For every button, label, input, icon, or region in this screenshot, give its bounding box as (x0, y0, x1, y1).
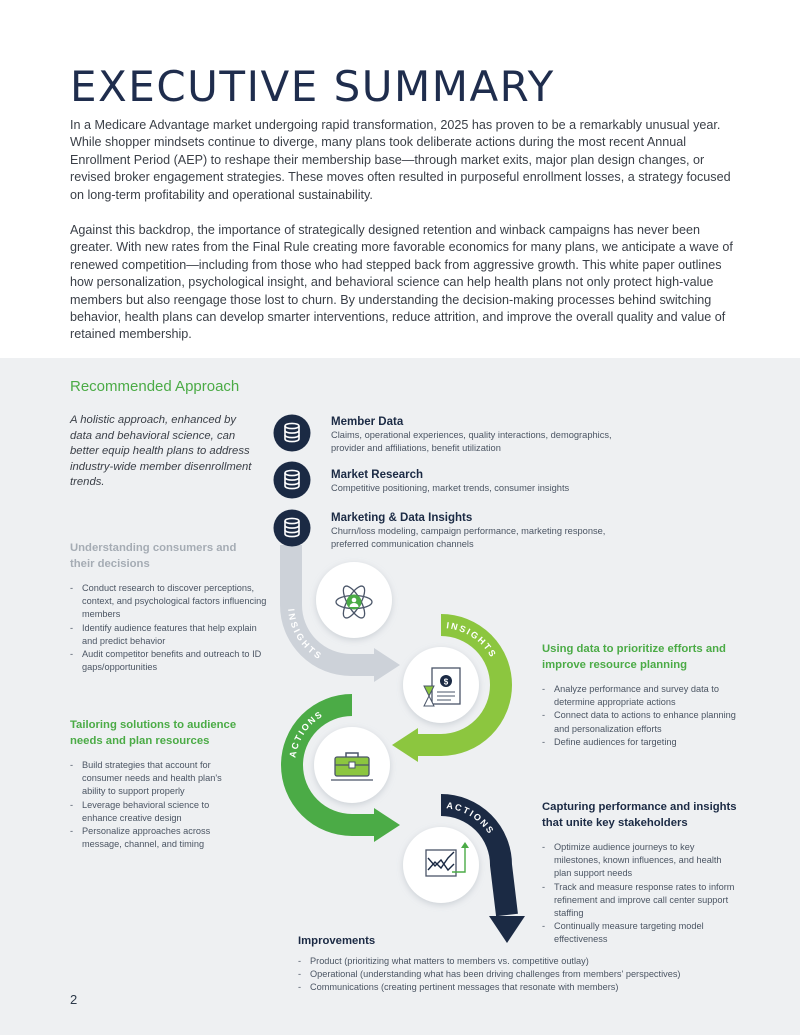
understanding-heading: Understanding consumers and their decisions (70, 542, 237, 570)
list-item: - Identify audience features that help explain and predict behavior (70, 622, 270, 648)
intro-paragraph-2: Against this backdrop, the importance of strategically designed retention and winback campaigns has never been greater. With new rates from the Final Rule creating more favorable economics for many plans, we anticipate a wave of renewed competition—including from those who had stepped back from aggressive growth. This white paper outlines how personalization, psychological insight, and behavioral science can help health plans not only protect high-value members but also reengage those lost to churn. By understanding the decision-making processes behind switching behavior, health plans can develop smarter interventions, reduce attrition, and improve the overall quality and value of retained membership. (70, 223, 733, 342)
tailoring-heading: Tailoring solutions to audience needs and plan resources (70, 719, 237, 747)
capturing-section (542, 799, 747, 947)
toolkit-icon (314, 727, 390, 803)
source-marketing-insights (331, 511, 621, 552)
page-number: 2 (70, 992, 78, 1007)
list-item: - Build strategies that account for consumer needs and health plan's ability to support properly (70, 759, 245, 799)
list-item: - Conduct research to discover perceptions, context, and psychological factors influencing members (70, 582, 270, 622)
insights-label-gray: INSIGHTS (286, 608, 325, 662)
list-item: - Personalize approaches across message, channel, and timing (70, 825, 245, 851)
source-title: Marketing & Data Insights (331, 512, 473, 524)
list-item: - Track and measure response rates to inform refinement and improve call center support staffing (542, 881, 737, 921)
actions-label-navy: ACTIONS (445, 800, 497, 837)
tailoring-section (70, 717, 270, 851)
source-description: Competitive positioning, market trends, consumer insights (331, 483, 570, 493)
market-research-icon (274, 462, 311, 499)
insights-label-green: INSIGHTS (445, 620, 499, 661)
source-title: Member Data (331, 416, 404, 428)
list-item: - Optimize audience journeys to key milestones, known influences, and health plan support needs (542, 841, 737, 881)
page-title: EXECUTIVE SUMMARY (70, 62, 555, 111)
approach-intro: A holistic approach, enhanced by data and behavioral science, can better equip health plans to address industry-wide member disenrollment trends. (70, 414, 252, 488)
source-description: Churn/loss modeling, campaign performance, marketing response, preferred communication channels (331, 526, 606, 550)
marketing-insights-icon (274, 510, 311, 547)
list-item: - Continually measure targeting model effectiveness (542, 920, 737, 946)
source-description: Claims, operational experiences, quality interactions, demographics, provider and affiliations, benefit utilization (331, 430, 612, 454)
atom-person-icon (316, 562, 392, 638)
actions-arrowhead-green (374, 808, 400, 842)
list-item: - Analyze performance and survey data to determine appropriate actions (542, 683, 742, 709)
list-item: - Connect data to actions to enhance planning and personalization efforts (542, 709, 742, 735)
source-title: Market Research (331, 469, 424, 481)
member-data-icon (274, 415, 311, 452)
svg-text:$: $ (443, 677, 449, 687)
understanding-section (70, 540, 270, 674)
list-item: - Communications (creating pertinent messages that resonate with members) (298, 981, 758, 994)
source-market-research (331, 468, 621, 495)
improvements-heading: Improvements (298, 935, 376, 947)
list-item: - Audit competitor benefits and outreach to ID gaps/opportunities (70, 648, 270, 674)
list-item: - Define audiences for targeting (542, 736, 742, 749)
actions-label-green: ACTIONS (287, 708, 326, 759)
using-data-heading: Using data to prioritize efforts and improve resource planning (542, 643, 726, 671)
list-item: - Product (prioritizing what matters to members vs. competitive outlay) (298, 955, 758, 968)
insights-arrowhead-green (392, 728, 418, 762)
list-item: - Leverage behavioral science to enhance creative design (70, 799, 245, 825)
source-member-data (331, 415, 621, 456)
using-data-section (542, 641, 742, 749)
list-item: - Operational (understanding what has been driving challenges from members' perspectives) (298, 968, 758, 981)
improvements-section (298, 933, 758, 995)
insights-arrowhead-gray (374, 648, 400, 682)
approach-heading: Recommended Approach (70, 378, 240, 395)
capturing-heading: Capturing performance and insights that unite key stakeholders (542, 801, 737, 829)
document-hourglass-icon (403, 647, 479, 723)
chart-monitor-icon (403, 827, 479, 903)
intro-paragraph-1: In a Medicare Advantage market undergoing rapid transformation, 2025 has proven to be a remarkably unusual year. While shopper mindsets continue to diverge, many plans took deliberate actions during the most recent Annual Enrollment Period (AEP) to reshape their membership base—through market exits, major plan design changes, or revised broker engagement strategies. These moves often resulted in purposeful enrollment losses, a strategy focused on long-term profitability and operational sustainability. (70, 118, 731, 202)
